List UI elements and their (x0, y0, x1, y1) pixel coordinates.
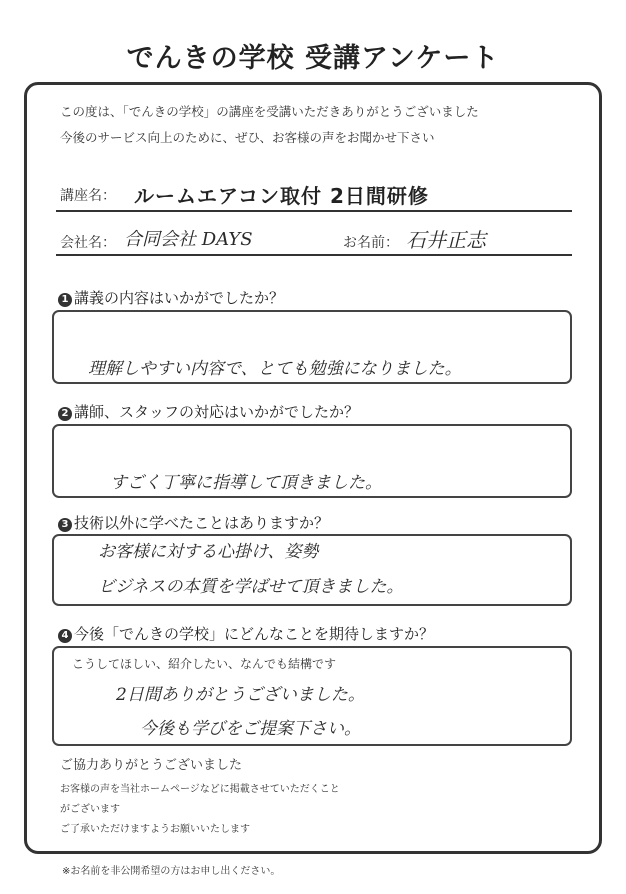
question-1-text: 講義の内容はいかがでしたか？ (74, 289, 285, 307)
intro-line-2: 今後のサービス向上のために、ぜひ、お客様の声をお聞かせ下さい (60, 130, 435, 145)
question-3-answer-line-1: お客様に対する心掛け、姿勢 (98, 542, 319, 562)
question-4-answer-line-2: 今後も学びをご提案下さい。 (140, 719, 361, 739)
company-label: 会社名： (60, 235, 116, 251)
footnote: ※お名前を非公開希望の方はお申し出ください。 (62, 866, 281, 877)
course-label: 講座名： (60, 188, 116, 204)
notice-line-2: がございます (60, 804, 120, 815)
course-name: ルームエアコン取付 2日間研修 (134, 184, 429, 208)
question-4-answer-line-1: 2日間ありがとうございました。 (116, 685, 365, 705)
question-4-label (58, 623, 434, 644)
question-2-label (58, 401, 359, 422)
question-3-label (58, 512, 329, 533)
notice-line-3: ご了承いただけますようお願いいたします (60, 824, 250, 835)
question-2-text: 講師、スタッフの対応はいかがでしたか？ (74, 403, 360, 421)
thanks-text: ご協力ありがとうございました (60, 758, 243, 773)
course-rule (56, 210, 572, 212)
question-4-text: 今後「でんきの学校」にどんなことを期待しますか？ (74, 625, 435, 643)
question-2-number: 2 (58, 407, 72, 421)
question-1-number: 1 (58, 293, 72, 307)
notice-line-1: お客様の声を当社ホームページなどに掲載させていただくこと (60, 784, 340, 795)
question-4-hint: こうしてほしい、紹介したい、なんでも結構です (72, 657, 337, 671)
question-1-answer-line-1: 理解しやすい内容で、とても勉強になりました。 (88, 359, 462, 379)
person-name-handwritten: 石井正志 (406, 228, 486, 252)
question-2-answer-line-1: すごく丁寧に指導して頂きました。 (110, 473, 382, 493)
company-name-handwritten: 合同会社 DAYS (124, 229, 253, 250)
question-3-answer-line-2: ビジネスの本質を学ばせて頂きました。 (98, 577, 404, 597)
question-3-text: 技術以外に学べたことはありますか？ (74, 514, 330, 532)
question-4-number: 4 (58, 629, 72, 643)
question-3-number: 3 (58, 518, 72, 532)
name-rule (56, 254, 572, 256)
question-1-label (58, 287, 284, 308)
intro-line-1: この度は、「でんきの学校」の講座を受講いただきありがとうございました (60, 104, 479, 119)
page-title: でんきの学校 受講アンケート (126, 43, 500, 74)
person-label: お名前： (343, 235, 399, 251)
